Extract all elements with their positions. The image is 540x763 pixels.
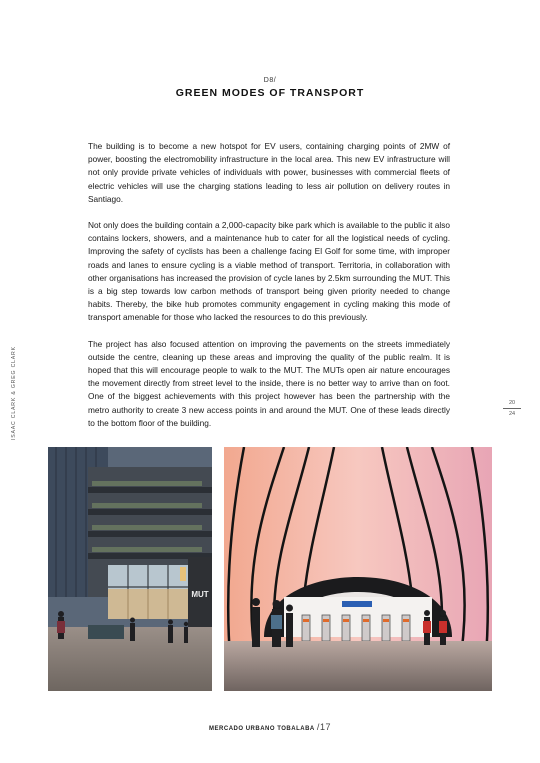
body-text bbox=[88, 140, 450, 443]
page-fraction-top: 20 bbox=[508, 400, 516, 406]
paragraph-bike-park: Not only does the building contain a 2,000-capacity bike park which is available to the public it also contains lockers, showers, and a maintenance hub to cater for all the logistical needs of cycling. Improving the safety of cyclists has been a challenge facing El Golf for some time, with improper roads and lanes to ensure cycling is a viable method of transport. Territoria, in collaboration with other organisations has increased the provision of cycle lanes by 2.5km surrounding the MUT. This is a big step towards low carbon methods of transport being given priority needed to change habits. Thereby, the bike hub promotes community engagement in cycling making this mode of transport amenable for those who lacked the resources to do this previously. bbox=[88, 220, 450, 323]
mut-sign: MUT bbox=[191, 590, 209, 599]
photo-metro-access bbox=[224, 447, 492, 691]
footer bbox=[0, 722, 540, 732]
metro-access-illustration bbox=[224, 447, 492, 691]
metro-sign bbox=[342, 601, 372, 607]
lamp-icon bbox=[180, 567, 186, 581]
building-exterior-illustration bbox=[48, 447, 212, 691]
side-author-label: ISAAC CLARK & GREG CLARK bbox=[11, 346, 17, 440]
photo-building-exterior bbox=[48, 447, 212, 691]
paragraph-pavements-metro: The project has also focused attention on improving the pavements on the streets immediately outside the centre, cleaning up these areas and improving the quality of the public realm. It is hoped that this will encourage people to walk to the MUT. The MUTs open air nature encourages the movement directly from street level to the inside, there is no better way to arrive than on foot. One of the biggest achievements with this project however has been the partnership with the metro authority to create 3 new access points in and around the MUT. One of these leads directly to the bottom floor of the building. bbox=[88, 338, 450, 428]
page-fraction-bottom: 24 bbox=[508, 411, 516, 417]
page-fraction-divider bbox=[503, 408, 521, 409]
section-title: GREEN MODES OF TRANSPORT bbox=[175, 87, 365, 99]
page-number: 17 bbox=[319, 722, 331, 732]
footer-brand: MERCADO URBANO TOBALABA bbox=[209, 726, 315, 732]
paragraph-ev-charging: The building is to become a new hotspot for EV users, containing charging points of 2MW of power, boosting the electromobility infrastructure in the local area. This new EV infrastructure will not only provide private vehicles of individuals with power, businesses with commercial fleets of electric vehicles will use the charging stations leading to less air pollution on delivery routes in Santiago. bbox=[88, 141, 450, 204]
footer-separator: / bbox=[316, 722, 320, 732]
section-number: D8/ bbox=[263, 77, 277, 84]
page-fraction bbox=[503, 400, 521, 417]
